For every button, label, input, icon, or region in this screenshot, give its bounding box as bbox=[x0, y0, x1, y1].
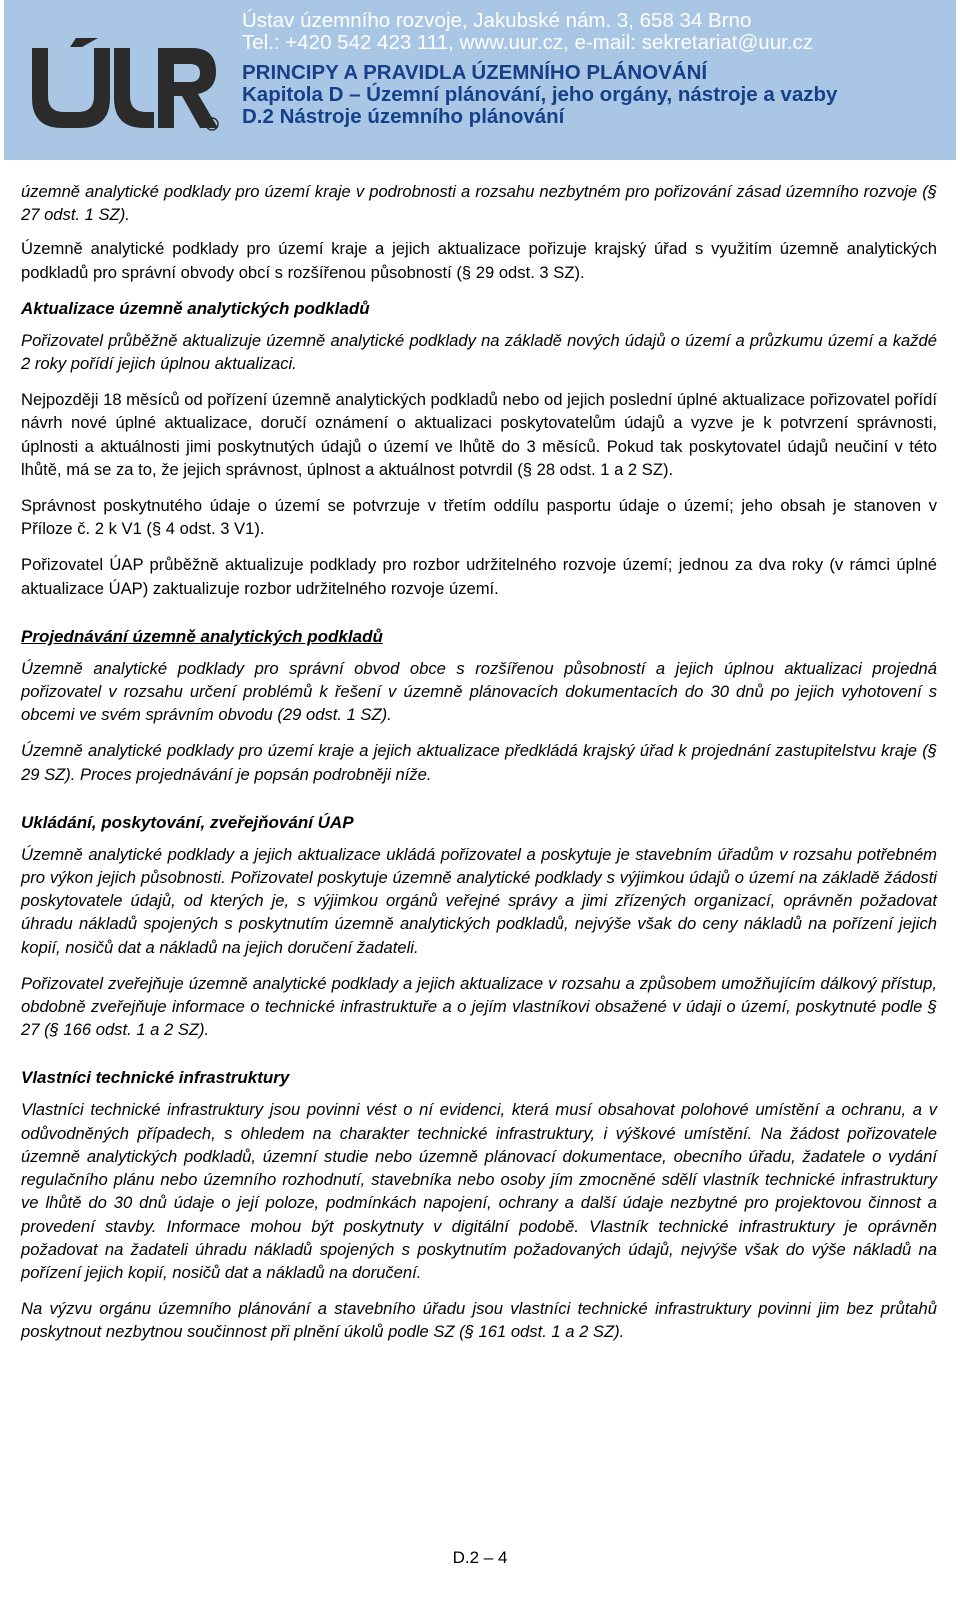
paragraph: Pořizovatel zveřejňuje územně analytické podklady a jejich aktualizace v rozsahu a způsobem umožňujícím dálkový přístup, obdobně zveřejňuje informace o technické infrastruktuře a o jejím vlastníkovi obsažené v údaji o území, poskytnuté podle § 27 (§ 166 odst. 1 a 2 SZ). bbox=[21, 973, 937, 1040]
paragraph: Územně analytické podklady pro území kraje a jejich aktualizace předkládá krajský úřad k projednání zastupitelstvu kraje (§ 29 SZ). Proces projednávání je popsán podrobněji níže. bbox=[21, 741, 937, 784]
paragraph: Správnost poskytnutého údaje o území se potvrzuje v třetím oddílu pasportu údaje o území; jeho obsah je stanoven v Příloze č. 2 k V1 (§ 4 odst. 3 V1). bbox=[21, 496, 937, 539]
section-heading-projednavani: Projednávání územně analytických podkladů bbox=[21, 626, 383, 646]
document-header bbox=[4, 0, 956, 160]
section-heading-ukladani: Ukládání, poskytování, zveřejňování ÚAP bbox=[21, 812, 354, 832]
paragraph: Na výzvu orgánu územního plánování a stavebního úřadu jsou vlastníci technické infrastruktury povinni jim bez průtahů poskytnout nezbytnou součinnost při plnění úkolů podle SZ (§ 161 odst. 1 a 2 SZ). bbox=[21, 1299, 937, 1342]
header-institute-address: Ústav územního rozvoje, Jakubské nám. 3, 658 34 Brno bbox=[242, 9, 752, 32]
section-heading-aktualizace: Aktualizace územně analytických podkladů bbox=[21, 298, 370, 318]
page-number: D.2 – 4 bbox=[452, 1548, 508, 1567]
document-body bbox=[21, 180, 937, 1344]
header-chapter-title: Kapitola D – Územní plánování, jeho orgány, nástroje a vazby bbox=[242, 83, 838, 106]
header-contact-info: Tel.: +420 542 423 111, www.uur.cz, e-mail: sekretariat@uur.cz bbox=[242, 31, 813, 54]
paragraph: Územně analytické podklady a jejich aktualizace ukládá pořizovatel a poskytuje je stavebním úřadům v rozsahu potřebném pro výkon jejich působnosti. Pořizovatel poskytuje územně analytické podklady s výjimkou údajů o území na základě žádosti poskytovatele údajů, od kterých je, s výjimkou orgánů veřejné správy a jimi zřízených organizací, oprávněn požadovat úhradu nákladů spojených s poskytnutím územně analytických podkladů, nejvýše však do ceny nákladů na pořízení jejich kopií, nosičů dat a nákladů na jejich doručení žadateli. bbox=[21, 844, 937, 957]
header-section-title: D.2 Nástroje územního plánování bbox=[242, 105, 565, 128]
header-document-title: PRINCIPY A PRAVIDLA ÚZEMNÍHO PLÁNOVÁNÍ bbox=[242, 61, 708, 84]
paragraph: Vlastníci technické infrastruktury jsou povinni vést o ní evidenci, která musí obsahovat polohové umístění a ochranu, a v odůvodněných případech, s ohledem na charakter technické infrastruktury, i výškové umístění. Na žádost pořizovatele územně analytických podkladů, územní studie nebo územně plánovací dokumentace, obecního úřadu, žadatele o vydání regulačního plánu nebo územního rozhodnutí, stavebníka nebo osoby jím zmocněné sdělí vlastník technické infrastruktury ve lhůtě do 30 dnů údaje o její poloze, podmínkách napojení, ochrany a další údaje nezbytné pro projektovou činnost a provedení stavby. Informace mohou být poskytnuty v digitální podobě. Vlastník technické infrastruktury je oprávněn požadovat na žadateli úhradu nákladů spojených s poskytnutím požadovaných údajů, nejvýše však do výše nákladů na pořízení jejich kopií, nosičů dat a nákladů na doručení. bbox=[21, 1100, 937, 1282]
uur-logo bbox=[30, 36, 220, 132]
paragraph: územně analytické podklady pro území kraje v podrobnosti a rozsahu nezbytném pro pořizování zásad územního rozvoje (§ 27 odst. 1 SZ). bbox=[21, 182, 937, 225]
paragraph: Územně analytické podklady pro správní obvod obce s rozšířenou působností a jejich úplnou aktualizaci projedná pořizovatel v rozsahu určení problémů k řešení v územně plánovacích dokumentacích do 30 dnů po jejich vyhotovení s obcemi ve svém správním obvodu (29 odst. 1 SZ). bbox=[21, 658, 937, 725]
paragraph: Pořizovatel ÚAP průběžně aktualizuje podklady pro rozbor udržitelného rozvoje území; jednou za dva roky (v rámci úplné aktualizace ÚAP) zaktualizuje rozbor udržitelného rozvoje území. bbox=[21, 555, 937, 598]
paragraph: Nejpozději 18 měsíců od pořízení územně analytických podkladů nebo od jejich poslední úplné aktualizace pořizovatel pořídí návrh nové úplné aktualizace, doručí oznámení o aktualizaci poskytovatelům údajů a vyzve je k potvrzení správnosti, úplnosti a aktuálnosti jimi poskytnutých údajů o území ve lhůtě do 3 měsíců. Pokud tak poskytovatel údajů neučiní v této lhůtě, má se za to, že jejich správnost, úplnost a aktuálnost potvrdil (§ 28 odst. 1 a 2 SZ). bbox=[21, 390, 937, 479]
paragraph: Územně analytické podklady pro území kraje a jejich aktualizace pořizuje krajský úřad s využitím územně analytických podkladů pro správní obvody obcí s rozšířenou působností (§ 29 odst. 3 SZ). bbox=[21, 239, 937, 282]
svg-text:R: R bbox=[209, 120, 215, 129]
section-heading-vlastnici: Vlastníci technické infrastruktury bbox=[21, 1068, 290, 1088]
paragraph: Pořizovatel průběžně aktualizuje územně analytické podklady na základě nových údajů o území a průzkumu území a každé 2 roky pořídí jejich úplnou aktualizaci. bbox=[21, 330, 937, 374]
